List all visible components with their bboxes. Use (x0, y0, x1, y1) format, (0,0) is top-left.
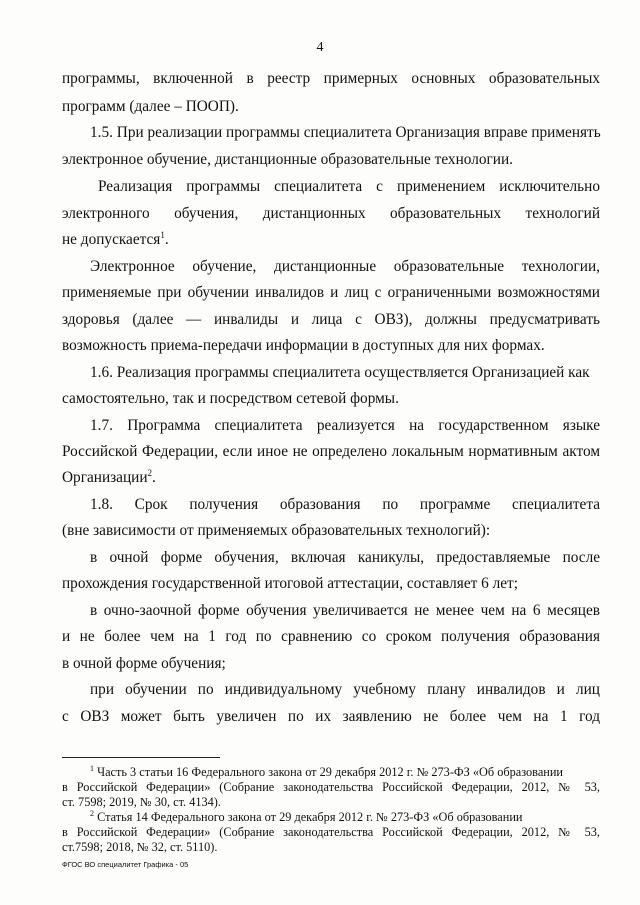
footnote-text: Статья 14 Федерального закона от 29 декабря 2012 г. № 273-ФЗ «Об образовании (97, 810, 523, 824)
body-line: с ОВЗ может быть увеличен по их заявлению не более чем на 1 год (62, 708, 600, 725)
body-line: электронное обучение, дистанционные образовательные технологии. (62, 151, 513, 168)
body-line: самостоятельно, так и посредством сетевой формы. (62, 390, 399, 407)
body-line: программ (далее – ПООП). (62, 98, 239, 115)
footnote-line: ст. 7598; 2019, № 30, ст. 4134). (62, 795, 221, 809)
body-line: (вне зависимости от применяемых образовательных технологий): (62, 522, 491, 539)
body-line: 1.8. Срок получения образования по программе специалитета (90, 496, 600, 513)
footnote-line: в Российской Федерации» (Собрание законодательства Российской Федерации, 2012, № 53, (62, 780, 600, 794)
body-line: при обучении по индивидуальному учебному плану инвалидов и лиц (90, 681, 600, 698)
footnote-line (90, 765, 600, 780)
footnote-line (90, 810, 600, 825)
body-line (62, 231, 600, 249)
body-line: Российской Федерации, если иное не определено локальным нормативным актом (62, 443, 600, 460)
body-line (62, 469, 600, 487)
body-line: Реализация программы специалитета с применением исключительно (98, 178, 600, 195)
body-line-text: не допускается (62, 231, 161, 248)
footnote-line: ст.7598; 2018, № 32, ст. 5110). (62, 840, 218, 854)
footnote-text: Часть 3 статьи 16 Федерального закона от 29 декабря 2012 г. № 273-ФЗ «Об образовании (97, 765, 564, 779)
footnote-ref-2: 2 (147, 468, 153, 478)
body-line: Электронное обучение, дистанционные образовательные технологии, (90, 258, 600, 275)
footnote-separator (62, 757, 220, 758)
body-line: в очной форме обучения, включая каникулы, предоставляемые после (90, 549, 600, 566)
body-line-text: Организации (62, 469, 148, 486)
body-line: 1.6. Реализация программы специалитета осуществляется Организацией как (90, 364, 590, 381)
document-stamp: ФГОС ВО специалитет Графика - 05 (62, 860, 189, 869)
footnote-ref-1: 1 (160, 230, 165, 240)
body-line: электронного обучения, дистанционных образовательных технологий (62, 205, 600, 222)
footnote-mark-2: 2 (90, 809, 94, 818)
body-line: в очной форме обучения; (62, 655, 226, 672)
body-line: и не более чем на 1 год по сравнению со сроком получения образования (62, 628, 600, 645)
body-line: прохождения государственной итоговой аттестации, составляет 6 лет; (62, 575, 518, 592)
body-line: применяемые при обучении инвалидов и лиц с ограниченными возможностями (62, 284, 600, 301)
body-line: 1.7. Программа специалитета реализуется на государственном языке (90, 417, 600, 434)
body-line: здоровья (далее — инвалиды и лица с ОВЗ), должны предусматривать (62, 311, 600, 328)
body-line: программы, включенной в реестр примерных основных образовательных (62, 70, 600, 87)
footnote-line: в Российской Федерации» (Собрание законодательства Российской Федерации, 2012, № 53, (62, 825, 600, 839)
body-line: 1.5. При реализации программы специалитета Организация вправе применять (90, 124, 601, 141)
page-number: 4 (316, 40, 324, 55)
line-end-punct: . (164, 231, 169, 248)
footnote-mark-1: 1 (90, 764, 94, 773)
body-line: возможность приема-передачи информации в доступных для них формах. (62, 337, 545, 354)
body-line: в очно-заочной форме обучения увеличивается не менее чем на 6 месяцев (90, 602, 600, 619)
line-end-punct: . (152, 469, 156, 486)
